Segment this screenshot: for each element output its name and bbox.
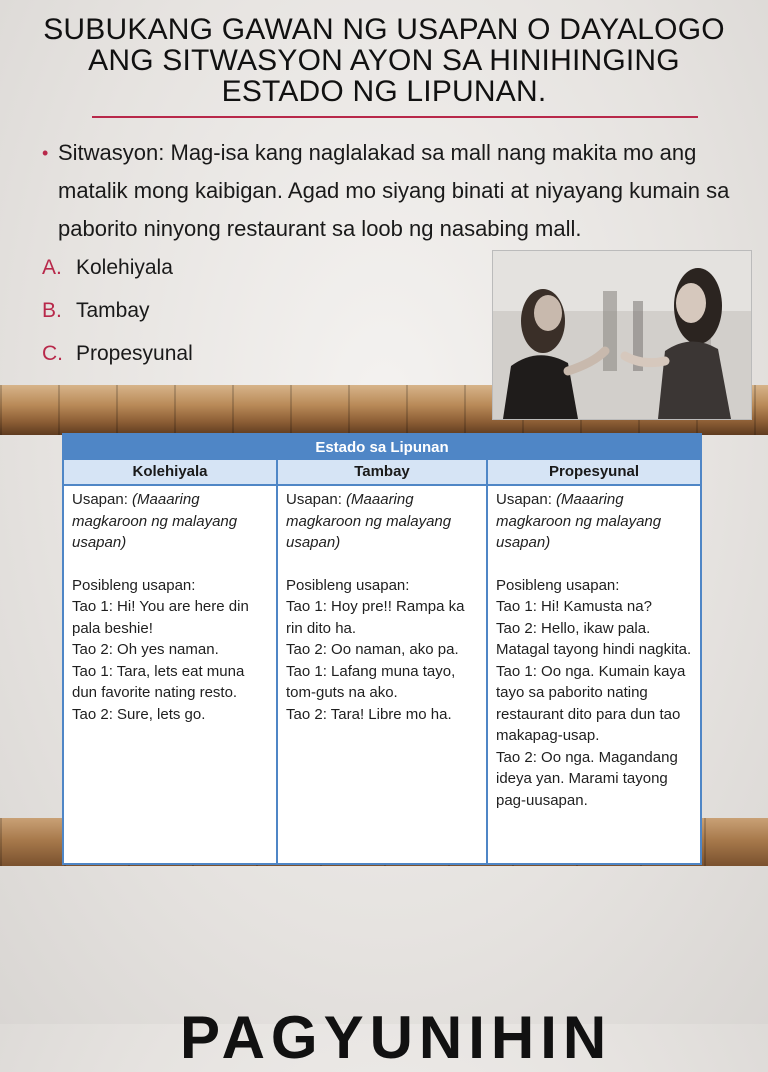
- usapan-note: (Maaaring magkaroon ng malayang usapan): [72, 491, 238, 551]
- dialogue-line: Tao 1: Tara, lets eat muna dun favorite nating resto.: [72, 662, 245, 701]
- posible-label: Posibleng usapan:: [72, 576, 196, 594]
- dialogue-line: Tao 2: Oh yes naman.: [72, 641, 219, 658]
- dialogue-line: Tao 1: Hoy pre!! Rampa ka rin dito ha.: [286, 598, 465, 637]
- dialogue-line: Tao 1: Hi! Kamusta na?: [496, 598, 652, 615]
- posible-label: Posibleng usapan:: [286, 576, 410, 594]
- bullet-icon: •: [42, 143, 49, 163]
- usapan-label: Usapan:: [496, 491, 552, 508]
- column-header: Tambay: [278, 460, 486, 486]
- usapan-label: Usapan:: [72, 491, 128, 508]
- photo-illustration: [493, 251, 751, 419]
- posible-label: Posibleng usapan:: [496, 576, 620, 594]
- option-letter: A.: [42, 256, 62, 279]
- usapan-label: Usapan:: [286, 491, 342, 508]
- column-propesyunal: [488, 460, 700, 863]
- title-underline: [92, 116, 698, 118]
- option-a: [42, 256, 193, 299]
- slide-title: SUBUKANG GAWAN NG USAPAN O DAYALOGO ANG SITWASYON AYON SA HINIHINGING ESTADO NG LIPUNAN.: [43, 13, 725, 108]
- dialogue-line: Tao 1: Lafang muna tayo, tom-guts na ako.: [286, 662, 456, 701]
- column-header: Kolehiyala: [64, 460, 276, 486]
- column-tambay: [278, 460, 488, 863]
- option-c: [42, 342, 193, 385]
- dialogue-line: Tao 1: Oo nga. Kumain kaya tayo sa paborito nating restaurant dito para dun tao makapag-usap.: [496, 662, 686, 744]
- option-letter: C.: [42, 342, 63, 365]
- column-kolehiyala: [64, 460, 278, 863]
- option-b: [42, 299, 193, 342]
- dialogue-line: Tao 2: Oo nga. Magandang ideya yan. Marami tayong pag-uusapan.: [496, 748, 678, 809]
- option-label: Propesyunal: [76, 342, 193, 365]
- usapan-note: (Maaaring magkaroon ng malayang usapan): [496, 491, 662, 551]
- usapan-note: (Maaaring magkaroon ng malayang usapan): [286, 491, 452, 551]
- dialogue-line: Tao 2: Sure, lets go.: [72, 705, 206, 723]
- next-slide-title-peek: PAGYUNIHIN: [180, 1004, 613, 1071]
- dialogue-line: Tao 2: Hello, ikaw pala. Matagal tayong hindi nagkita.: [496, 619, 692, 658]
- situation-bullet: [42, 134, 742, 248]
- estado-table: [62, 433, 702, 865]
- dialogue-line: Tao 2: Oo naman, ako pa.: [286, 641, 459, 658]
- option-label: Tambay: [76, 299, 150, 322]
- table-header: Estado sa Lipunan: [64, 435, 700, 460]
- options-list: [42, 256, 193, 385]
- option-label: Kolehiyala: [76, 256, 173, 279]
- dialogue-line: Tao 1: Hi! You are here din pala beshie!: [72, 598, 249, 637]
- option-letter: B.: [42, 299, 62, 322]
- column-header: Propesyunal: [488, 460, 700, 486]
- situation-text: Sitwasyon: Mag-isa kang naglalakad sa mall nang makita mo ang matalik mong kaibigan. Agad mo siyang binati at niyayang kumain sa paborito ninyong restaurant sa loob ng nasabing mall.: [58, 140, 730, 241]
- two-women-photo: [492, 250, 752, 420]
- dialogue-line: Tao 2: Tara! Libre mo ha.: [286, 705, 452, 723]
